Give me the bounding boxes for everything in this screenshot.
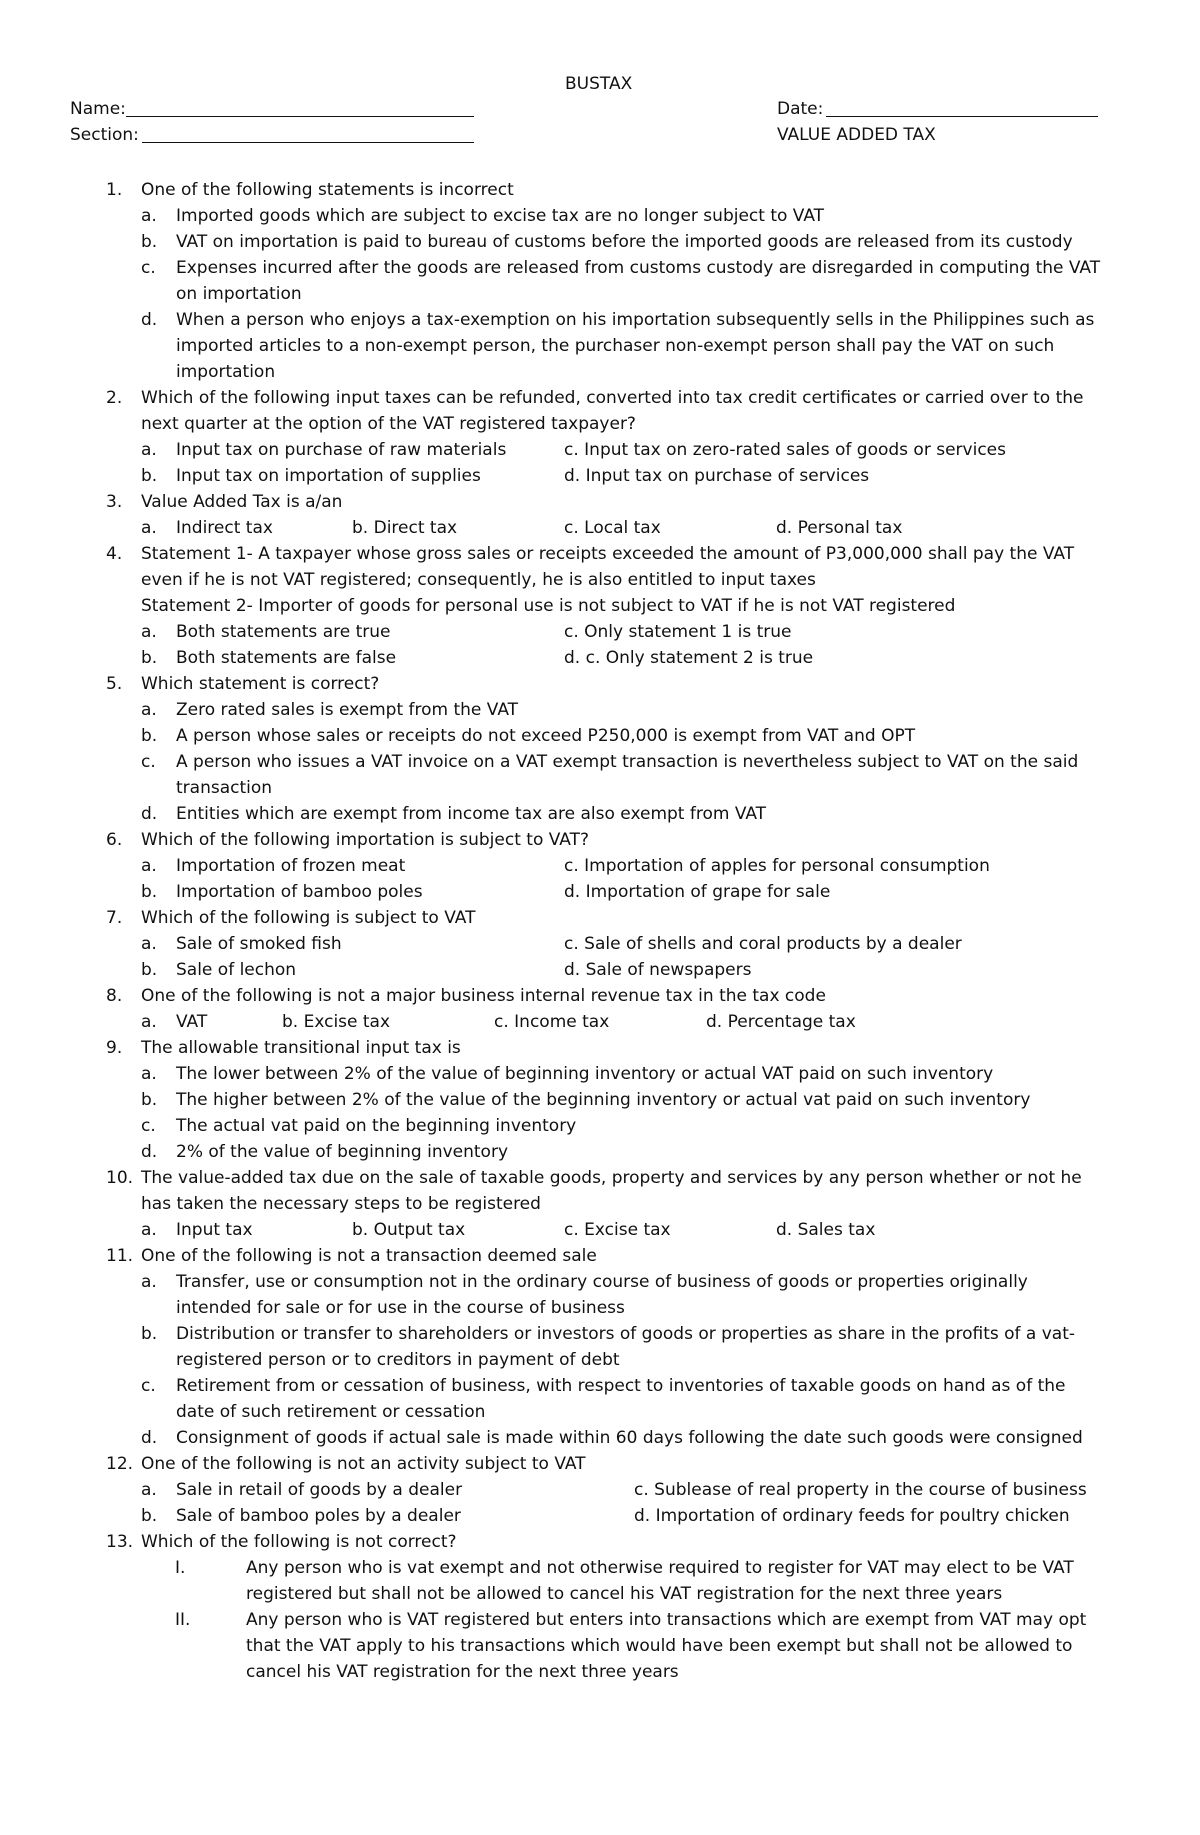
choice-text: d. Input tax on purchase of services [564,466,870,486]
choice-letter: a. [141,1272,157,1292]
choice-letter: a. [141,700,157,720]
choice-text: Expenses incurred after the goods are released from customs custody are disregarded in computing the VAT [176,258,1101,278]
choice-letter: a. [141,1220,157,1240]
choice-text: b. Output tax [352,1220,466,1240]
page-title: BUSTAX [565,74,633,94]
choice-text: Sale of smoked fish [176,934,342,954]
choice-letter: a. [141,934,157,954]
choice-text: Consignment of goods if actual sale is made within 60 days following the date such goods were consigned [176,1428,1083,1448]
topic-label: VALUE ADDED TAX [777,125,936,145]
choice-text: c. Sale of shells and coral products by a dealer [564,934,962,954]
roman-item-text: registered but shall not be allowed to cancel his VAT registration for the next three years [246,1584,1003,1604]
choice-text: c. Excise tax [564,1220,671,1240]
roman-numeral: I. [175,1558,186,1578]
section-label: Section: [70,125,139,145]
choice-text: b. Excise tax [282,1012,391,1032]
choice-letter: a. [141,1480,157,1500]
question-text: Which of the following is subject to VAT [141,908,476,928]
choice-letter: d. [141,310,158,330]
question-number: 3. [106,492,123,512]
choice-text: date of such retirement or cessation [176,1402,486,1422]
question-text: next quarter at the option of the VAT registered taxpayer? [141,414,636,434]
choice-text: Sale of lechon [176,960,297,980]
choice-letter: a. [141,856,157,876]
question-number: 4. [106,544,123,564]
choice-text: d. Personal tax [776,518,903,538]
choice-letter: b. [141,648,158,668]
name-label: Name: [70,99,126,119]
choice-text: VAT [176,1012,208,1032]
choice-letter: c. [141,258,156,278]
question-text: One of the following is not an activity subject to VAT [141,1454,586,1474]
choice-text: Retirement from or cessation of business, with respect to inventories of taxable goods on hand as of the [176,1376,1066,1396]
choice-letter: d. [141,1428,158,1448]
choice-text: registered person or to creditors in payment of debt [176,1350,620,1370]
question-text: Which of the following input taxes can be refunded, converted into tax credit certificates or carried over to the [141,388,1084,408]
choice-text: intended for sale or for use in the course of business [176,1298,625,1318]
choice-text: Entities which are exempt from income tax are also exempt from VAT [176,804,767,824]
question-text: even if he is not VAT registered; consequently, he is also entitled to input taxes [141,570,816,590]
choice-text: Zero rated sales is exempt from the VAT [176,700,519,720]
choice-letter: a. [141,622,157,642]
question-text: Statement 2- Importer of goods for personal use is not subject to VAT if he is not VAT registered [141,596,956,616]
choice-text: Input tax [176,1220,253,1240]
question-text: One of the following is not a transaction deemed sale [141,1246,597,1266]
choice-text: The actual vat paid on the beginning inventory [176,1116,577,1136]
choice-letter: c. [141,1376,156,1396]
question-text: Statement 1- A taxpayer whose gross sales or receipts exceeded the amount of P3,000,000 shall pay the VAT [141,544,1075,564]
choice-text: Importation of bamboo poles [176,882,423,902]
question-number: 11. [106,1246,134,1266]
choice-text: d. Percentage tax [706,1012,856,1032]
choice-text: The higher between 2% of the value of the beginning inventory or actual vat paid on such inventory [176,1090,1031,1110]
choice-text: c. Income tax [494,1012,610,1032]
question-text: One of the following is not a major business internal revenue tax in the tax code [141,986,826,1006]
choice-letter: a. [141,206,157,226]
choice-letter: b. [141,882,158,902]
roman-item-text: Any person who is VAT registered but enters into transactions which are exempt from VAT may opt [246,1610,1087,1630]
choice-text: Importation of frozen meat [176,856,406,876]
question-text: The value-added tax due on the sale of taxable goods, property and services by any person whether or not he [141,1168,1082,1188]
question-text: Which of the following importation is subject to VAT? [141,830,590,850]
choice-letter: a. [141,518,157,538]
choice-letter: c. [141,1116,156,1136]
choice-text: Sale of bamboo poles by a dealer [176,1506,461,1526]
choice-letter: b. [141,466,158,486]
choice-text: Both statements are true [176,622,391,642]
choice-text: b. Direct tax [352,518,458,538]
choice-text: imported articles to a non-exempt person, the purchaser non-exempt person shall pay the VAT on such [176,336,1055,356]
question-number: 10. [106,1168,134,1188]
choice-text: d. Sales tax [776,1220,876,1240]
question-number: 6. [106,830,123,850]
choice-text: A person who issues a VAT invoice on a VAT exempt transaction is nevertheless subject to VAT on the said [176,752,1079,772]
choice-letter: b. [141,960,158,980]
choice-letter: b. [141,232,158,252]
choice-text: c. Only statement 1 is true [564,622,792,642]
question-text: The allowable transitional input tax is [141,1038,461,1058]
choice-text: on importation [176,284,302,304]
date-field[interactable] [826,98,1098,117]
choice-text: Input tax on importation of supplies [176,466,481,486]
choice-text: d. Importation of grape for sale [564,882,831,902]
choice-letter: b. [141,726,158,746]
question-number: 7. [106,908,123,928]
choice-text: VAT on importation is paid to bureau of customs before the imported goods are released from its custody [176,232,1073,252]
choice-letter: b. [141,1324,158,1344]
name-field[interactable] [126,98,474,117]
roman-item-text: Any person who is vat exempt and not otherwise required to register for VAT may elect to be VAT [246,1558,1074,1578]
choice-text: c. Input tax on zero-rated sales of goods or services [564,440,1006,460]
choice-text: Indirect tax [176,518,273,538]
question-number: 13. [106,1532,134,1552]
choice-text: When a person who enjoys a tax-exemption on his importation subsequently sells in the Philippines such as [176,310,1095,330]
choice-letter: d. [141,804,158,824]
question-text: has taken the necessary steps to be registered [141,1194,541,1214]
choice-text: Sale in retail of goods by a dealer [176,1480,463,1500]
question-number: 1. [106,180,123,200]
choice-text: transaction [176,778,273,798]
choice-letter: a. [141,1012,157,1032]
date-label: Date: [777,99,824,119]
choice-text: c. Importation of apples for personal consumption [564,856,990,876]
choice-text: Imported goods which are subject to excise tax are no longer subject to VAT [176,206,825,226]
choice-text: The lower between 2% of the value of beginning inventory or actual VAT paid on such inventory [176,1064,994,1084]
roman-item-text: that the VAT apply to his transactions which would have been exempt but shall not be allowed to [246,1636,1073,1656]
question-text: Which statement is correct? [141,674,380,694]
choice-text: c. Sublease of real property in the course of business [634,1480,1087,1500]
choice-text: Both statements are false [176,648,397,668]
choice-letter: a. [141,440,157,460]
choice-letter: a. [141,1064,157,1084]
question-text: One of the following statements is incorrect [141,180,514,200]
choice-letter: b. [141,1506,158,1526]
roman-numeral: II. [175,1610,191,1630]
question-number: 2. [106,388,123,408]
roman-item-text: cancel his VAT registration for the next three years [246,1662,679,1682]
choice-text: Input tax on purchase of raw materials [176,440,507,460]
choice-letter: b. [141,1090,158,1110]
choice-letter: d. [141,1142,158,1162]
choice-text: d. c. Only statement 2 is true [564,648,814,668]
section-field[interactable] [142,124,474,143]
choice-text: importation [176,362,276,382]
question-number: 8. [106,986,123,1006]
choice-text: A person whose sales or receipts do not exceed P250,000 is exempt from VAT and OPT [176,726,916,746]
choice-text: c. Local tax [564,518,661,538]
question-number: 9. [106,1038,123,1058]
choice-text: d. Sale of newspapers [564,960,752,980]
question-number: 12. [106,1454,134,1474]
question-text: Value Added Tax is a/an [141,492,343,512]
choice-text: d. Importation of ordinary feeds for poultry chicken [634,1506,1070,1526]
choice-text: 2% of the value of beginning inventory [176,1142,509,1162]
choice-letter: c. [141,752,156,772]
choice-text: Distribution or transfer to shareholders or investors of goods or properties as share in the profits of a vat- [176,1324,1076,1344]
question-number: 5. [106,674,123,694]
question-text: Which of the following is not correct? [141,1532,457,1552]
choice-text: Transfer, use or consumption not in the ordinary course of business of goods or properties originally [176,1272,1028,1292]
